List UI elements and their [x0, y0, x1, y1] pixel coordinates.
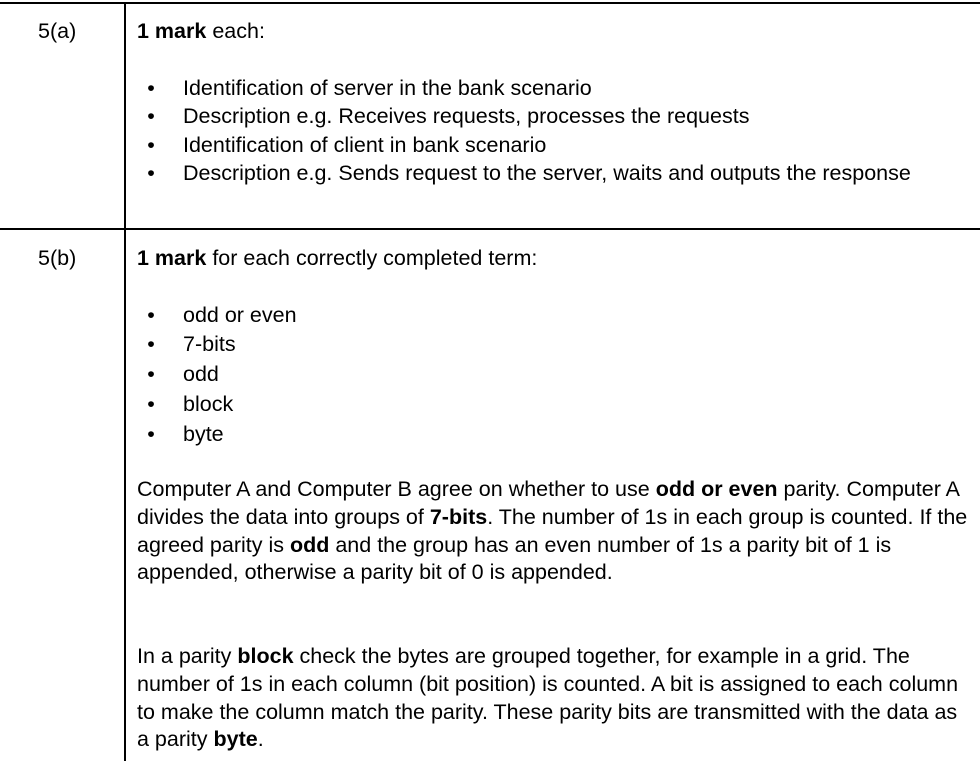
question-number-5b: 5(b)	[38, 246, 77, 270]
list-item: • Identification of client in bank scenario	[137, 131, 975, 160]
question-number-5a: 5(a)	[38, 19, 77, 43]
mark-points-list	[137, 74, 975, 188]
parity-block-paragraph: In a parity block check the bytes are grouped together, for example in a grid. The number of 1s in each column (bit position) is counted. A bit is assigned to each column to make the column match the parity. These parity bits are transmitted with the data as a parity byte.	[137, 644, 959, 752]
column-divider	[124, 2, 126, 761]
intro-bold: 1 mark	[137, 19, 207, 43]
bullet-icon: •	[147, 332, 155, 357]
terms-list	[137, 301, 975, 450]
bullet-icon: •	[147, 421, 155, 446]
list-item: • odd	[137, 360, 975, 390]
intro-bold: 1 mark	[137, 246, 207, 270]
list-item: • Description e.g. Sends request to the server, waits and outputs the response	[137, 159, 975, 187]
list-item: • byte	[137, 420, 975, 450]
answer-cell-5a	[137, 17, 975, 187]
list-item: • 7-bits	[137, 330, 975, 360]
row-divider	[0, 228, 980, 230]
list-item: • block	[137, 390, 975, 420]
bullet-icon: •	[147, 362, 155, 387]
intro-text: each:	[206, 19, 265, 43]
list-item: • Identification of server in the bank scenario	[137, 74, 975, 103]
bullet-icon: •	[147, 302, 155, 327]
bullet-icon: •	[147, 75, 155, 100]
bullet-icon: •	[147, 391, 155, 416]
bullet-icon: •	[147, 161, 155, 185]
list-item: • odd or even	[137, 301, 975, 331]
top-rule	[0, 2, 980, 4]
intro-text: for each correctly completed term:	[206, 246, 538, 270]
parity-explanation-paragraph: Computer A and Computer B agree on whether to use odd or even parity. Computer A divides the data into groups of 7-bits. The number of 1s in each group is counted. If the agreed parity is odd and the group has an even number of 1s a parity bit of 1 is appended, otherwise a parity bit of 0 is appended.	[137, 477, 968, 585]
bullet-icon: •	[147, 104, 155, 128]
list-item: • Description e.g. Receives requests, processes the requests	[137, 102, 975, 131]
mark-scheme-intro	[137, 17, 975, 46]
mark-scheme-intro	[137, 244, 975, 273]
answer-cell-5b	[137, 244, 975, 449]
bullet-icon: •	[147, 132, 155, 157]
